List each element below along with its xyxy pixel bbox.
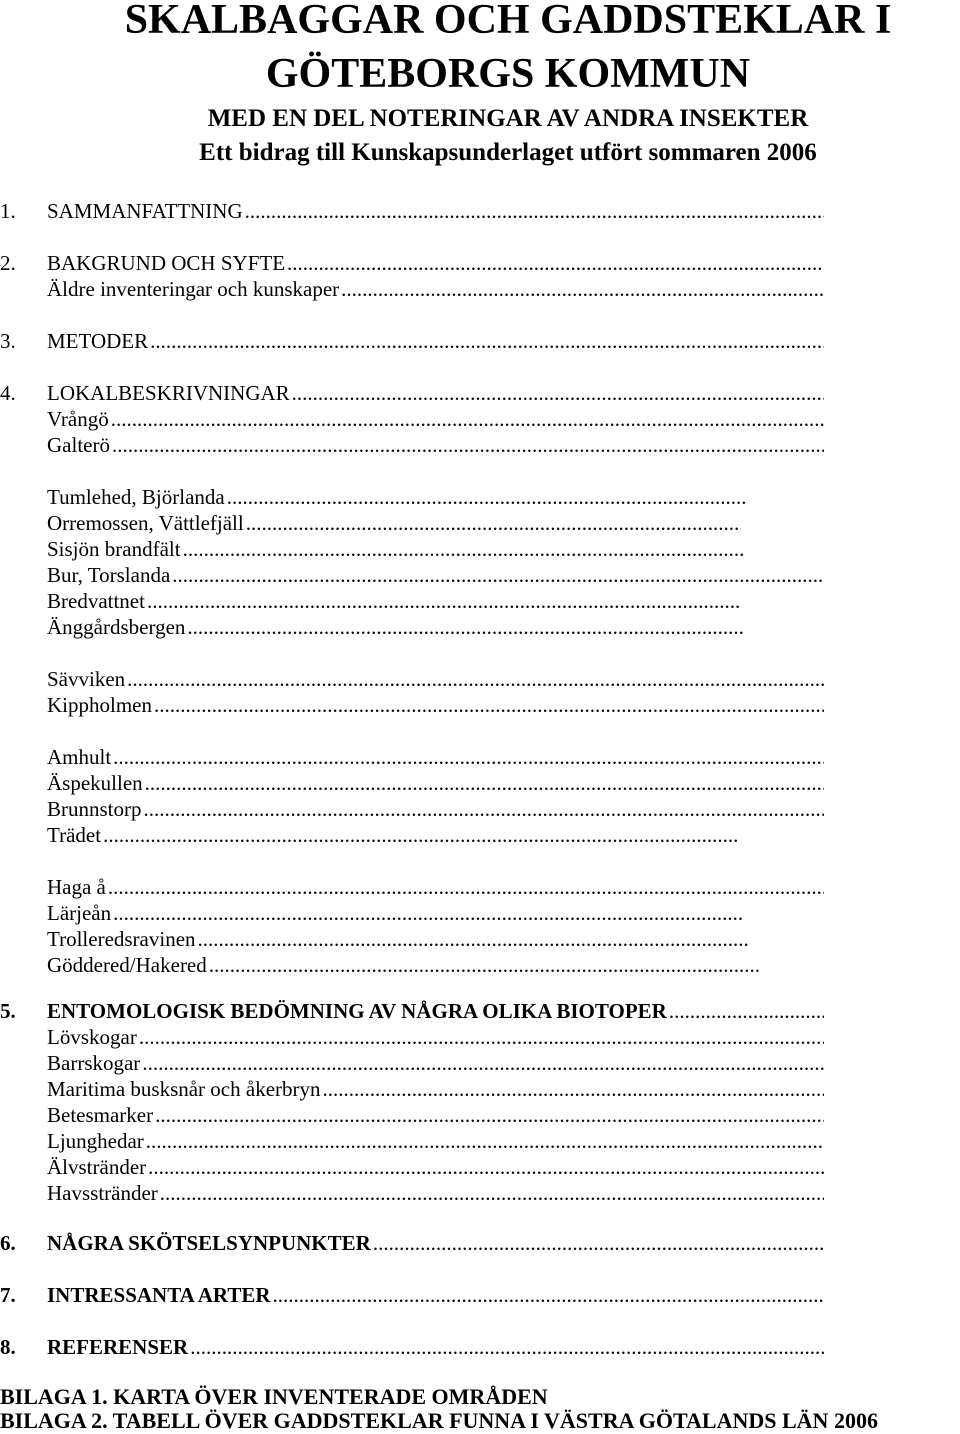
toc-section-label: METODER — [47, 329, 149, 353]
toc-section-number: 1. — [0, 199, 16, 223]
toc-leader-dots — [148, 1154, 824, 1180]
toc-leader-dots — [147, 588, 741, 614]
toc-leader-dots — [187, 614, 744, 640]
toc-section-number: 2. — [0, 251, 16, 275]
toc-subsection-label: Äspekullen — [47, 771, 143, 795]
toc-leader-dots — [150, 328, 824, 354]
toc-subsection-label: Trolleredsravinen — [47, 927, 196, 951]
toc-leader-dots — [155, 1102, 824, 1128]
toc-leader-dots — [172, 562, 824, 588]
toc-subsection[interactable] — [47, 562, 824, 588]
toc-subsection[interactable] — [47, 588, 741, 614]
toc-subsection[interactable] — [47, 744, 824, 770]
toc-section-2[interactable] — [0, 250, 824, 276]
toc-subsection-label: Göddered/Hakered — [47, 953, 207, 977]
toc-subsection-label: Lärjeån — [47, 901, 112, 925]
toc-section-label: SAMMANFATTNING — [47, 199, 243, 223]
toc-subsection-label: Havsstränder — [47, 1181, 158, 1205]
toc-subsection[interactable] — [47, 1024, 824, 1050]
toc-subsection-label: Bredvattnet — [47, 589, 145, 613]
toc-leader-dots — [373, 1230, 824, 1256]
toc-section-5[interactable] — [0, 998, 824, 1024]
toc-section-number: 6. — [0, 1231, 16, 1255]
toc-leader-dots — [111, 406, 824, 432]
toc-section-number: 7. — [0, 1283, 16, 1307]
toc-subsection-label: Barrskogar — [47, 1051, 141, 1075]
toc-subsection[interactable] — [47, 614, 744, 640]
toc-leader-dots — [113, 900, 744, 926]
appendix-1[interactable]: BILAGA 1. KARTA ÖVER INVENTERADE OMRÅDEN — [0, 1384, 548, 1409]
toc-subsection-label: Sävviken — [47, 667, 126, 691]
toc-subsection-label: Orremossen, Vättlefjäll — [47, 511, 244, 535]
toc-leader-dots — [323, 1076, 824, 1102]
toc-section-3[interactable] — [0, 328, 824, 354]
toc-subsection[interactable] — [47, 692, 824, 718]
document-title-line1: SKALBAGGAR OCH GADDSTEKLAR I — [124, 0, 892, 43]
toc-subsection[interactable] — [47, 900, 744, 926]
toc-leader-dots — [142, 1050, 824, 1076]
toc-subsection-label: Bur, Torslanda — [47, 563, 171, 587]
toc-leader-dots — [139, 1024, 824, 1050]
toc-section-label: ENTOMOLOGISK BEDÖMNING AV NÅGRA OLIKA BIOTOPER — [47, 999, 667, 1023]
toc-section-1[interactable] — [0, 198, 824, 224]
toc-leader-dots — [669, 998, 824, 1024]
toc-section-label: LOKALBESKRIVNINGAR — [47, 381, 290, 405]
toc-subsection[interactable] — [47, 926, 750, 952]
toc-subsection-label: Galterö — [47, 433, 110, 457]
toc-leader-dots — [273, 1282, 824, 1308]
appendix-2[interactable]: BILAGA 2. TABELL ÖVER GADDSTEKLAR FUNNA I VÄSTRA GÖTALANDS LÄN 2006 — [0, 1408, 878, 1433]
toc-subsection[interactable] — [47, 276, 824, 302]
toc-subsection[interactable] — [47, 1154, 824, 1180]
toc-subsection[interactable] — [47, 1076, 824, 1102]
toc-subsection-label: Sisjön brandfält — [47, 537, 181, 561]
toc-subsection-label: Brunnstorp — [47, 797, 142, 821]
toc-subsection[interactable] — [47, 1050, 824, 1076]
toc-subsection[interactable] — [47, 822, 739, 848]
document-subtitle-line2: Ett bidrag till Kunskapsunderlaget utfört sommaren 2006 — [199, 139, 817, 166]
toc-leader-dots — [341, 276, 824, 302]
toc-section-label: INTRESSANTA ARTER — [47, 1283, 271, 1307]
toc-subsection-label: Betesmarker — [47, 1103, 154, 1127]
toc-subsection[interactable] — [47, 1128, 824, 1154]
toc-leader-dots — [227, 484, 748, 510]
toc-section-label: REFERENSER — [47, 1335, 189, 1359]
toc-leader-dots — [103, 822, 739, 848]
toc-subsection[interactable] — [47, 510, 741, 536]
toc-leader-dots — [154, 692, 824, 718]
document-title-line2: GÖTEBORGS KOMMUN — [265, 51, 751, 97]
toc-leader-dots — [209, 952, 760, 978]
toc-section-6[interactable] — [0, 1230, 824, 1256]
toc-leader-dots — [127, 666, 824, 692]
toc-subsection-label: Älvstränder — [47, 1155, 147, 1179]
toc-subsection-label: Kippholmen — [47, 693, 152, 717]
toc-subsection[interactable] — [47, 484, 748, 510]
toc-section-number: 8. — [0, 1335, 16, 1359]
toc-subsection[interactable] — [47, 874, 824, 900]
toc-subsection[interactable] — [47, 406, 824, 432]
toc-subsection-label: Vrångö — [47, 407, 109, 431]
toc-subsection[interactable] — [47, 770, 824, 796]
toc-subsection[interactable] — [47, 536, 744, 562]
toc-leader-dots — [190, 1334, 824, 1360]
toc-section-number: 4. — [0, 381, 16, 405]
toc-section-number: 3. — [0, 329, 16, 353]
toc-section-label: NÅGRA SKÖTSELSYNPUNKTER — [47, 1231, 371, 1255]
toc-leader-dots — [246, 510, 741, 536]
toc-section-4[interactable] — [0, 380, 824, 406]
toc-subsection-label: Lövskogar — [47, 1025, 137, 1049]
toc-subsection[interactable] — [47, 432, 824, 458]
toc-subsection[interactable] — [47, 1102, 824, 1128]
toc-subsection[interactable] — [47, 666, 824, 692]
toc-subsection-label: Änggårdsbergen — [47, 615, 186, 639]
toc-subsection-label: Äldre inventeringar och kunskaper — [47, 277, 340, 301]
toc-leader-dots — [198, 926, 750, 952]
toc-subsection-label: Trädet — [47, 823, 102, 847]
toc-leader-dots — [112, 432, 824, 458]
document-subtitle-line1: MED EN DEL NOTERINGAR AV ANDRA INSEKTER — [207, 105, 809, 132]
toc-subsection-label: Ljunghedar — [47, 1129, 144, 1153]
toc-leader-dots — [145, 770, 824, 796]
toc-subsection[interactable] — [47, 1180, 824, 1206]
toc-subsection-label: Maritima busksnår och åkerbryn — [47, 1077, 321, 1101]
toc-leader-dots — [108, 874, 824, 900]
toc-section-number: 5. — [0, 999, 16, 1023]
toc-leader-dots — [287, 250, 824, 276]
toc-subsection[interactable] — [47, 796, 824, 822]
toc-section-label: BAKGRUND OCH SYFTE — [47, 251, 286, 275]
toc-leader-dots — [160, 1180, 824, 1206]
toc-subsection-label: Tumlehed, Björlanda — [47, 485, 225, 509]
toc-leader-dots — [146, 1128, 824, 1154]
toc-leader-dots — [245, 198, 824, 224]
toc-section-8[interactable] — [0, 1334, 824, 1360]
toc-leader-dots — [144, 796, 825, 822]
toc-section-7[interactable] — [0, 1282, 824, 1308]
toc-leader-dots — [113, 744, 824, 770]
toc-leader-dots — [183, 536, 744, 562]
toc-subsection[interactable] — [47, 952, 760, 978]
toc-subsection-label: Amhult — [47, 745, 112, 769]
toc-leader-dots — [292, 380, 824, 406]
toc-subsection-label: Haga å — [47, 875, 106, 899]
